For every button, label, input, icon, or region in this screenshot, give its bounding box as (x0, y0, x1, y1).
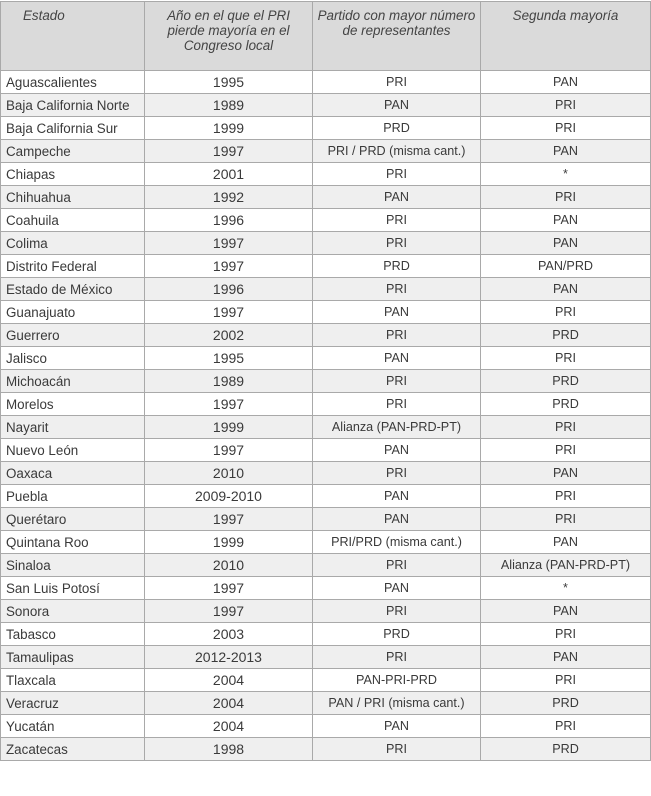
cell-partido: PAN (313, 715, 481, 738)
cell-partido: PAN / PRI (misma cant.) (313, 692, 481, 715)
cell-partido: PRI (313, 232, 481, 255)
cell-segunda: * (481, 163, 651, 186)
cell-segunda: PAN/PRD (481, 255, 651, 278)
cell-partido: PAN (313, 439, 481, 462)
table-row (1, 255, 651, 278)
cell-estado: Querétaro (1, 508, 145, 531)
table-row (1, 416, 651, 439)
cell-anio: 1997 (145, 301, 313, 324)
cell-segunda: PAN (481, 462, 651, 485)
cell-estado: Guanajuato (1, 301, 145, 324)
cell-anio: 1989 (145, 94, 313, 117)
cell-segunda: PRI (481, 439, 651, 462)
table-header (1, 2, 651, 71)
cell-anio: 2004 (145, 715, 313, 738)
cell-segunda: PAN (481, 646, 651, 669)
states-congress-table (0, 1, 651, 761)
header-estado: Estado (1, 2, 145, 71)
cell-segunda: PAN (481, 140, 651, 163)
cell-segunda: * (481, 577, 651, 600)
cell-estado: Oaxaca (1, 462, 145, 485)
cell-anio: 1999 (145, 416, 313, 439)
table-row (1, 370, 651, 393)
table-row (1, 669, 651, 692)
cell-segunda: PAN (481, 600, 651, 623)
cell-segunda: PRI (481, 347, 651, 370)
cell-segunda: PRI (481, 623, 651, 646)
table-row (1, 94, 651, 117)
cell-partido: PRD (313, 623, 481, 646)
cell-segunda: PRD (481, 370, 651, 393)
cell-estado: Campeche (1, 140, 145, 163)
cell-estado: Baja California Sur (1, 117, 145, 140)
cell-segunda: PRD (481, 324, 651, 347)
cell-partido: PRI (313, 278, 481, 301)
table-row (1, 186, 651, 209)
table-row (1, 485, 651, 508)
cell-anio: 1995 (145, 71, 313, 94)
cell-partido: PRI / PRD (misma cant.) (313, 140, 481, 163)
cell-estado: Coahuila (1, 209, 145, 232)
cell-partido: PRI (313, 370, 481, 393)
cell-segunda: PRD (481, 692, 651, 715)
cell-estado: Tabasco (1, 623, 145, 646)
cell-partido: PRI (313, 163, 481, 186)
cell-partido: PRD (313, 117, 481, 140)
table-row (1, 439, 651, 462)
cell-partido: PAN (313, 485, 481, 508)
cell-estado: Guerrero (1, 324, 145, 347)
cell-anio: 1997 (145, 508, 313, 531)
table-row (1, 209, 651, 232)
cell-anio: 2003 (145, 623, 313, 646)
cell-segunda: PRD (481, 738, 651, 761)
table-row (1, 301, 651, 324)
table-row (1, 462, 651, 485)
table-row (1, 646, 651, 669)
cell-segunda: PRI (481, 715, 651, 738)
cell-estado: Tlaxcala (1, 669, 145, 692)
table-row (1, 577, 651, 600)
cell-anio: 2004 (145, 669, 313, 692)
header-partido: Partido con mayor número de representantes (313, 2, 481, 71)
table-row (1, 508, 651, 531)
cell-anio: 1997 (145, 232, 313, 255)
table-row (1, 738, 651, 761)
cell-estado: Tamaulipas (1, 646, 145, 669)
table-row (1, 278, 651, 301)
cell-estado: Morelos (1, 393, 145, 416)
cell-partido: PRI/PRD (misma cant.) (313, 531, 481, 554)
cell-anio: 1998 (145, 738, 313, 761)
cell-segunda: PRI (481, 94, 651, 117)
table-row (1, 117, 651, 140)
cell-partido: Alianza (PAN-PRD-PT) (313, 416, 481, 439)
cell-anio: 1997 (145, 577, 313, 600)
cell-estado: Zacatecas (1, 738, 145, 761)
cell-estado: Estado de México (1, 278, 145, 301)
table-row (1, 531, 651, 554)
table-row (1, 324, 651, 347)
cell-partido: PRI (313, 738, 481, 761)
header-anio: Año en el que el PRI pierde mayoría en el Congreso local (145, 2, 313, 71)
cell-partido: PAN (313, 301, 481, 324)
cell-partido: PRI (313, 209, 481, 232)
cell-partido: PRI (313, 462, 481, 485)
cell-segunda: PRI (481, 485, 651, 508)
cell-segunda: PRD (481, 393, 651, 416)
cell-partido: PAN (313, 577, 481, 600)
cell-anio: 2002 (145, 324, 313, 347)
table-row (1, 232, 651, 255)
cell-partido: PRI (313, 646, 481, 669)
cell-segunda: PRI (481, 416, 651, 439)
cell-segunda: PRI (481, 508, 651, 531)
cell-anio: 1997 (145, 255, 313, 278)
cell-partido: PAN (313, 186, 481, 209)
table-row (1, 393, 651, 416)
table-row (1, 600, 651, 623)
cell-estado: Chiapas (1, 163, 145, 186)
cell-anio: 1996 (145, 209, 313, 232)
header-segunda: Segunda mayoría (481, 2, 651, 71)
cell-partido: PRI (313, 71, 481, 94)
table-row (1, 623, 651, 646)
cell-partido: PRI (313, 600, 481, 623)
cell-estado: Colima (1, 232, 145, 255)
table-row (1, 140, 651, 163)
cell-estado: Sinaloa (1, 554, 145, 577)
table-row (1, 692, 651, 715)
cell-anio: 1999 (145, 531, 313, 554)
table-row (1, 347, 651, 370)
cell-anio: 1992 (145, 186, 313, 209)
cell-estado: Puebla (1, 485, 145, 508)
cell-segunda: PAN (481, 278, 651, 301)
table-row (1, 71, 651, 94)
cell-anio: 1989 (145, 370, 313, 393)
cell-partido: PRI (313, 393, 481, 416)
cell-partido: PAN (313, 508, 481, 531)
cell-partido: PRD (313, 255, 481, 278)
cell-estado: Yucatán (1, 715, 145, 738)
cell-anio: 1997 (145, 439, 313, 462)
table-row (1, 163, 651, 186)
cell-anio: 1995 (145, 347, 313, 370)
header-row (1, 2, 651, 71)
cell-partido: PRI (313, 324, 481, 347)
cell-estado: Nayarit (1, 416, 145, 439)
cell-segunda: PRI (481, 301, 651, 324)
cell-estado: Jalisco (1, 347, 145, 370)
table-row (1, 715, 651, 738)
cell-estado: Veracruz (1, 692, 145, 715)
cell-anio: 2009-2010 (145, 485, 313, 508)
table-row (1, 554, 651, 577)
cell-estado: Sonora (1, 600, 145, 623)
cell-estado: Aguascalientes (1, 71, 145, 94)
cell-anio: 2010 (145, 554, 313, 577)
cell-estado: Distrito Federal (1, 255, 145, 278)
cell-anio: 1997 (145, 393, 313, 416)
cell-anio: 2004 (145, 692, 313, 715)
cell-segunda: PAN (481, 209, 651, 232)
cell-estado: Quintana Roo (1, 531, 145, 554)
cell-partido: PRI (313, 554, 481, 577)
cell-estado: Chihuahua (1, 186, 145, 209)
cell-anio: 2012-2013 (145, 646, 313, 669)
cell-estado: Michoacán (1, 370, 145, 393)
cell-segunda: PAN (481, 232, 651, 255)
cell-anio: 2010 (145, 462, 313, 485)
cell-estado: San Luis Potosí (1, 577, 145, 600)
cell-anio: 1997 (145, 140, 313, 163)
cell-partido: PAN-PRI-PRD (313, 669, 481, 692)
cell-anio: 1997 (145, 600, 313, 623)
cell-segunda: PRI (481, 186, 651, 209)
cell-segunda: Alianza (PAN-PRD-PT) (481, 554, 651, 577)
cell-estado: Baja California Norte (1, 94, 145, 117)
cell-segunda: PRI (481, 117, 651, 140)
table-body (1, 71, 651, 761)
cell-anio: 2001 (145, 163, 313, 186)
cell-segunda: PRI (481, 669, 651, 692)
cell-segunda: PAN (481, 71, 651, 94)
cell-segunda: PAN (481, 531, 651, 554)
cell-anio: 1996 (145, 278, 313, 301)
cell-anio: 1999 (145, 117, 313, 140)
cell-partido: PAN (313, 347, 481, 370)
cell-estado: Nuevo León (1, 439, 145, 462)
cell-partido: PAN (313, 94, 481, 117)
